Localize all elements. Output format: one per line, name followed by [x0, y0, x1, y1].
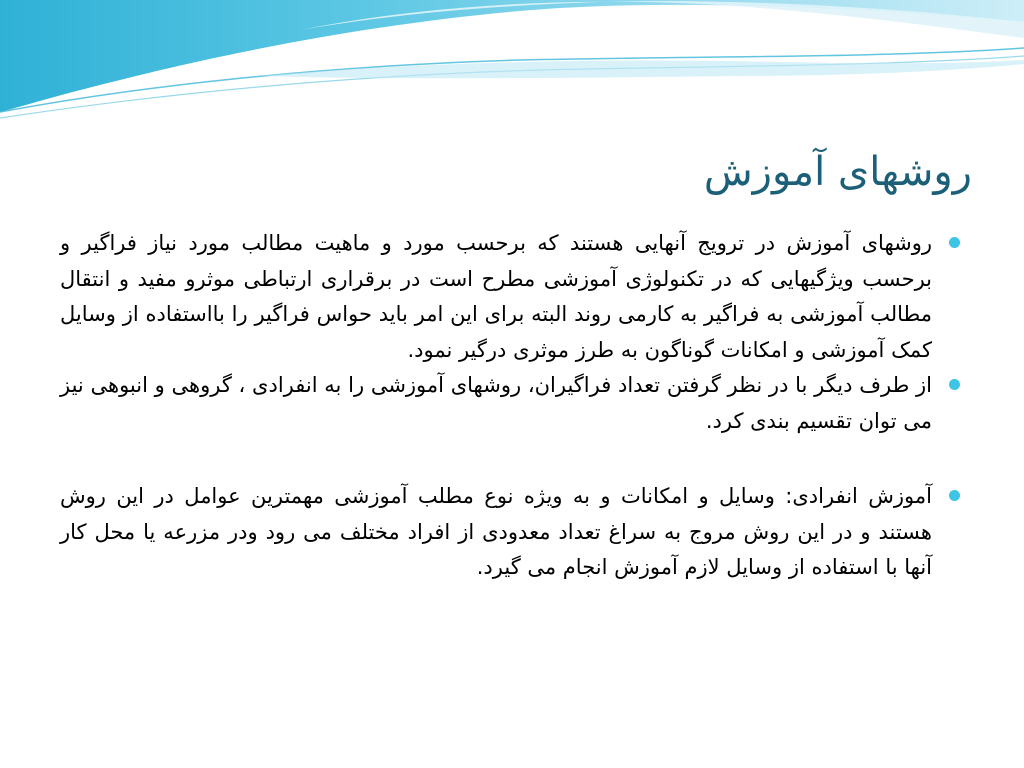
bullet-text-3: آموزش انفرادی: وسایل و امکانات و به ویژه نوع مطلب آموزشی مهمترین عوامل در این روش هستند و در این روش مروج به سراغ تعداد معدودی از افراد مختلف می رود ودر مزرعه یا محل کار آنها با استفاده از وسایل لازم آموزش انجام می گیرد. [60, 484, 932, 579]
wave-header-decoration [0, 0, 1024, 125]
bullet-text-2: از طرف دیگر با در نظر گرفتن تعداد فراگیران، روشهای آموزشی را به انفرادی ، گروهی و انبوهی نیز می توان تقسیم بندی کرد. [60, 373, 932, 433]
bullet-dot-icon [949, 379, 960, 390]
bullet-dot-icon [949, 237, 960, 248]
bullet-item-3 [60, 479, 964, 586]
bullet-list [60, 226, 964, 586]
bullet-item-2 [60, 368, 964, 439]
bullet-dot-icon [949, 490, 960, 501]
bullet-item-1 [60, 226, 964, 368]
slide-title: روشهای آموزش [703, 149, 972, 195]
bullet-text-1: روشهای آموزش در ترویج آنهایی هستند که برحسب مورد و ماهیت مطالب مورد نیاز فراگیر و برحسب ویژگیهایی که در تکنولوژی آموزشی مطرح است در برقراری ارتباطی موثرو مفید و انتقال مطالب آموزشی به فراگیر به کارمی روند البته برای این امر باید حواس فراگیر را بااستفاده از وسایل کمک آموزشی و امکانات گوناگون به طرز موثری درگیر نمود. [60, 231, 932, 362]
